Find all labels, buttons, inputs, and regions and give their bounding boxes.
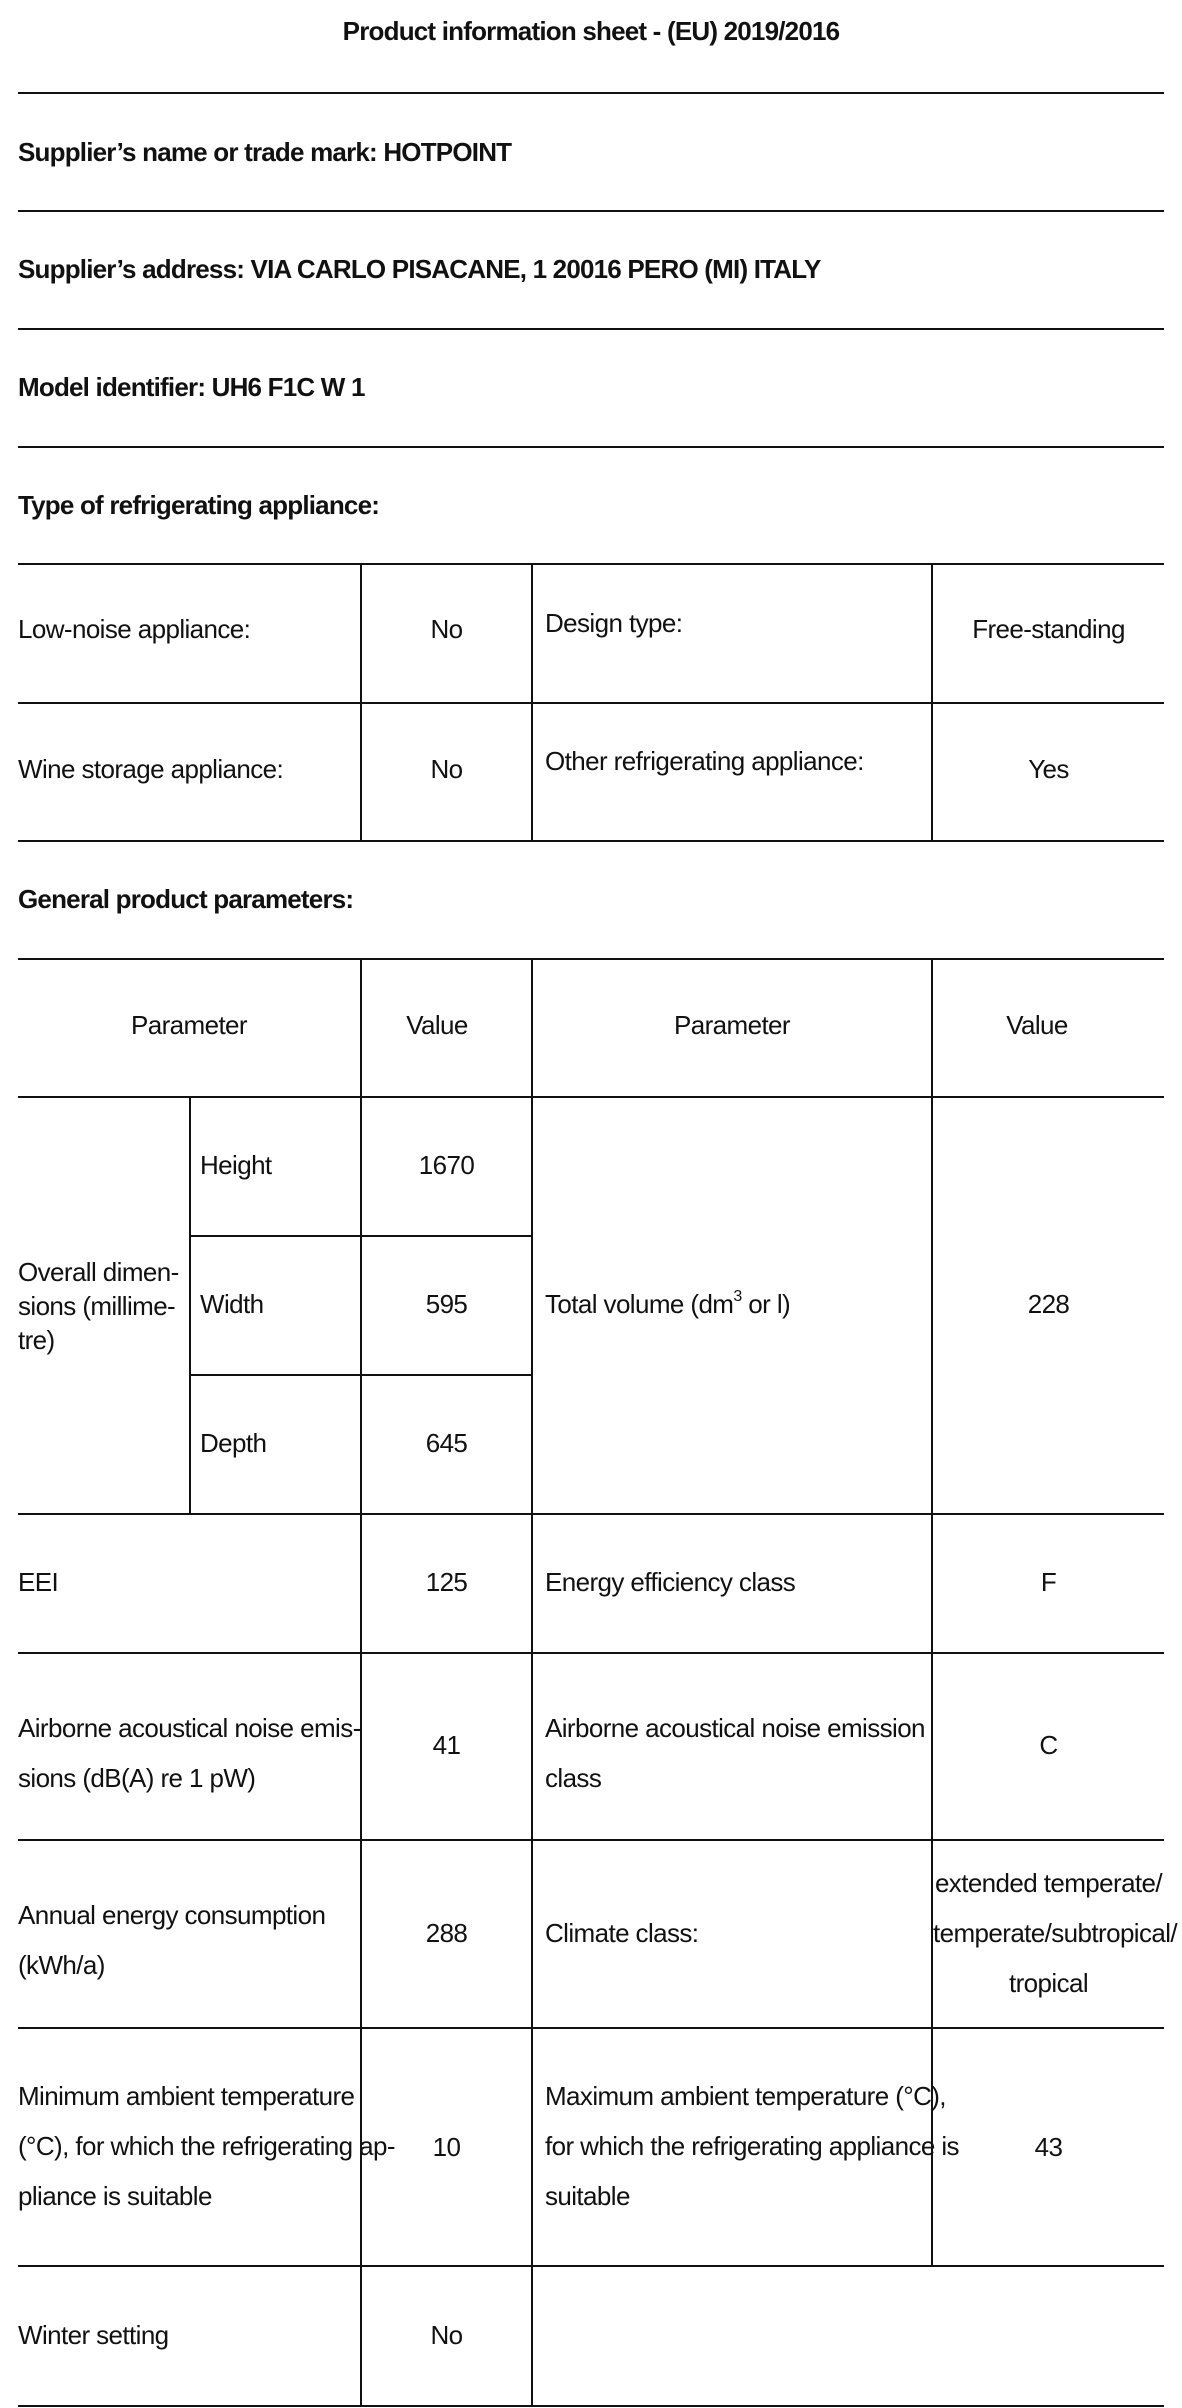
climate-class-label: Climate class: bbox=[545, 1918, 699, 1948]
depth-value: 645 bbox=[425, 1428, 468, 1458]
general-heading: General product parameters: bbox=[18, 884, 354, 914]
winter-setting-label: Winter setting bbox=[18, 2320, 169, 2350]
supplier-address: Supplier’s address: VIA CARLO PISACANE, 1 20016 PERO (MI) ITALY bbox=[18, 254, 821, 284]
noise-emission-label: Airborne acoustical noise emis- sions (dB(A) re 1 pW) bbox=[18, 1713, 361, 1793]
noise-emission-value: 41 bbox=[432, 1730, 461, 1760]
total-volume-value: 228 bbox=[1027, 1289, 1070, 1319]
divider bbox=[18, 210, 1164, 212]
divider bbox=[18, 446, 1164, 448]
eei-label: EEI bbox=[18, 1567, 59, 1597]
low-noise-value: No bbox=[430, 614, 463, 644]
noise-class-value: C bbox=[1039, 1730, 1058, 1760]
energy-class-label: Energy efficiency class bbox=[545, 1567, 796, 1597]
total-volume-label: Total volume ($dm^3$ or l) bbox=[545, 1288, 791, 1319]
other-appliance-value: Yes bbox=[1028, 754, 1069, 784]
winter-setting-value: No bbox=[430, 2320, 463, 2350]
header-value: Value bbox=[406, 1010, 468, 1040]
energy-class-value: F bbox=[1040, 1567, 1057, 1597]
climate-class-value: extended temperate/ temperate/subtropical/ tropical bbox=[933, 1868, 1178, 1998]
height-label: Height bbox=[200, 1150, 272, 1180]
width-value: 595 bbox=[425, 1289, 468, 1319]
model-identifier: Model identifier: UH6 F1C W 1 bbox=[18, 372, 365, 402]
max-temp-value: 43 bbox=[1034, 2132, 1063, 2162]
annual-energy-value: 288 bbox=[425, 1918, 468, 1948]
wine-storage-value: No bbox=[430, 754, 463, 784]
sheet-title: Product information sheet - (EU) 2019/2016 bbox=[342, 16, 840, 46]
type-heading: Type of refrigerating appliance: bbox=[18, 490, 380, 520]
supplier-name: Supplier’s name or trade mark: HOTPOINT bbox=[18, 137, 512, 167]
wine-storage-label: Wine storage appliance: bbox=[18, 754, 284, 784]
overall-dimensions-label: Overall dimen- sions (millime- tre) bbox=[18, 1257, 179, 1355]
low-noise-label: Low-noise appliance: bbox=[18, 614, 251, 644]
divider bbox=[18, 328, 1164, 330]
header-value-2: Value bbox=[1006, 1010, 1068, 1040]
other-appliance-label: Other refrigerating appliance: bbox=[545, 746, 864, 776]
max-temp-label: Maximum ambient temperature (°C), for which the refrigerating appliance is suitable bbox=[545, 2081, 959, 2211]
width-label: Width bbox=[200, 1289, 264, 1319]
noise-class-label: Airborne acoustical noise emission class bbox=[545, 1713, 925, 1793]
divider bbox=[18, 92, 1164, 94]
design-type-value: Free-standing bbox=[972, 614, 1125, 644]
header-parameter: Parameter bbox=[131, 1010, 247, 1040]
min-temp-value: 10 bbox=[432, 2132, 461, 2162]
design-type-label: Design type: bbox=[545, 608, 683, 638]
annual-energy-label: Annual energy consumption (kWh/a) bbox=[18, 1900, 326, 1980]
divider bbox=[18, 563, 1164, 565]
min-temp-label: Minimum ambient temperature (°C), for which the refrigerating ap- pliance is suitable bbox=[18, 2081, 395, 2211]
eei-value: 125 bbox=[425, 1567, 468, 1597]
depth-label: Depth bbox=[200, 1428, 267, 1458]
header-parameter-2: Parameter bbox=[674, 1010, 790, 1040]
height-value: 1670 bbox=[418, 1150, 475, 1180]
